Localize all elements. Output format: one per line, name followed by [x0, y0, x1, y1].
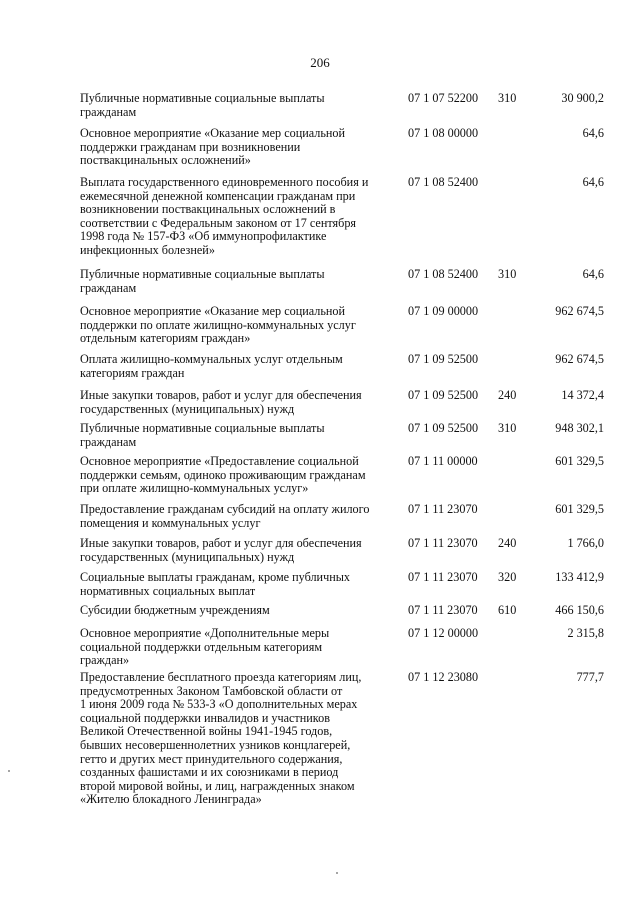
description-line: «Жителю блокадного Ленинграда» — [80, 792, 262, 807]
description-line: социальной поддержки инвалидов и участников — [80, 710, 330, 725]
description-line: гетто и других мест принудительного содержания, — [80, 751, 343, 766]
description-line: второй мировой войны, и лиц, награжденных знаком — [80, 778, 355, 793]
scan-speck — [8, 770, 10, 772]
row-amount: 777,7 — [576, 670, 604, 684]
description-line: предусмотренных Законом Тамбовской области от — [80, 683, 343, 698]
description-line: Великой Отечественной войны 1941-1945 годов, — [80, 724, 333, 739]
row-expense-type: 310 — [498, 91, 517, 105]
description-line: Социальные выплаты гражданам, кроме публичных — [80, 570, 350, 584]
description-line: ежемесячной денежной компенсации гражданам при — [80, 188, 356, 203]
row-expense-type: 240 — [498, 536, 517, 550]
description-line: гражданам — [80, 104, 137, 119]
row-description — [80, 455, 398, 496]
description-line: граждан» — [80, 653, 130, 668]
description-line: Субсидии бюджетным учреждениям — [80, 603, 270, 617]
description-line: государственных (муниципальных) нужд — [80, 401, 295, 416]
row-expense-type: 320 — [498, 570, 517, 584]
description-line: гражданам — [80, 280, 137, 295]
description-line: Публичные нормативные социальные выплаты — [80, 91, 325, 105]
description-line: социальной поддержки отдельным категориям — [80, 639, 323, 654]
row-code: 07 1 11 23070 — [408, 603, 478, 617]
row-amount: 962 674,5 — [555, 304, 604, 318]
row-amount: 30 900,2 — [561, 91, 604, 105]
row-description — [80, 389, 398, 416]
description-line: Публичные нормативные социальные выплаты — [80, 421, 325, 435]
page-number: 206 — [310, 55, 330, 70]
row-code: 07 1 09 52500 — [408, 421, 479, 435]
row-description — [80, 537, 398, 564]
description-line: поддержки гражданам при возникновении — [80, 139, 301, 154]
row-expense-type: 240 — [498, 388, 517, 402]
row-code: 07 1 08 00000 — [408, 126, 479, 140]
row-description — [80, 92, 398, 119]
description-line: поствакцинальных осложнений» — [80, 153, 251, 168]
row-code: 07 1 11 23070 — [408, 502, 478, 516]
row-amount: 962 674,5 — [555, 352, 604, 366]
description-line: нормативных социальных выплат — [80, 583, 256, 598]
row-description — [80, 627, 398, 668]
row-code: 07 1 09 52500 — [408, 388, 479, 402]
description-line: гражданам — [80, 434, 137, 449]
row-amount: 601 329,5 — [555, 502, 604, 516]
description-line: категориям граждан — [80, 365, 185, 380]
description-line: поддержки семьям, одиноко проживающим гражданам — [80, 467, 366, 482]
description-line: Основное мероприятие «Дополнительные меры — [80, 626, 330, 640]
description-line: возникновении поствакцинальных осложнений в — [80, 202, 336, 217]
description-line: Основное мероприятие «Оказание мер социальной — [80, 304, 346, 318]
row-code: 07 1 11 23070 — [408, 536, 478, 550]
scan-speck — [336, 872, 338, 874]
description-line: Иные закупки товаров, работ и услуг для обеспечения — [80, 388, 362, 402]
description-line: отдельным категориям граждан» — [80, 331, 251, 346]
row-code: 07 1 12 00000 — [408, 626, 479, 640]
row-code: 07 1 09 00000 — [408, 304, 479, 318]
row-amount: 64,6 — [582, 175, 604, 189]
row-description — [80, 127, 398, 168]
row-code: 07 1 08 52400 — [408, 267, 479, 281]
row-code: 07 1 11 23070 — [408, 570, 478, 584]
description-line: при оплате жилищно-коммунальных услуг» — [80, 481, 309, 496]
row-description — [80, 503, 398, 530]
description-line: поддержки по оплате жилищно-коммунальных услуг — [80, 317, 356, 332]
description-line: помещения и коммунальных услуг — [80, 515, 261, 530]
description-line: Предоставление бесплатного проезда категориям лиц, — [80, 670, 362, 684]
row-code: 07 1 07 52200 — [408, 91, 479, 105]
description-line: созданных фашистами и их союзниками в период — [80, 765, 339, 780]
row-description — [80, 353, 398, 380]
row-code: 07 1 09 52500 — [408, 352, 479, 366]
row-amount: 948 302,1 — [555, 421, 604, 435]
description-line: Предоставление гражданам субсидий на оплату жилого — [80, 502, 370, 516]
description-line: Основное мероприятие «Оказание мер социальной — [80, 126, 346, 140]
row-amount: 1 766,0 — [567, 536, 604, 550]
row-description — [80, 422, 398, 449]
row-amount: 64,6 — [582, 267, 604, 281]
row-amount: 601 329,5 — [555, 454, 604, 468]
row-code: 07 1 11 00000 — [408, 454, 478, 468]
row-expense-type: 610 — [498, 603, 517, 617]
description-line: Иные закупки товаров, работ и услуг для обеспечения — [80, 536, 362, 550]
row-description — [80, 176, 398, 258]
row-amount: 2 315,8 — [567, 626, 604, 640]
description-line: 1 июня 2009 года № 533-З «О дополнительных мерах — [80, 697, 358, 712]
description-line: Публичные нормативные социальные выплаты — [80, 267, 325, 281]
row-description — [80, 268, 398, 295]
row-description — [80, 671, 398, 807]
row-amount: 14 372,4 — [561, 388, 604, 402]
row-expense-type: 310 — [498, 421, 517, 435]
row-amount: 133 412,9 — [555, 570, 604, 584]
row-description — [80, 571, 398, 598]
description-line: инфекционных болезней» — [80, 242, 215, 257]
description-line: бывших несовершеннолетних узников концлагерей, — [80, 737, 351, 752]
description-line: соответствии с Федеральным законом от 17 сентября — [80, 215, 357, 230]
description-line: 1998 года № 157-ФЗ «Об иммунопрофилактике — [80, 229, 327, 244]
row-amount: 64,6 — [582, 126, 604, 140]
row-code: 07 1 08 52400 — [408, 175, 479, 189]
description-line: Основное мероприятие «Предоставление социальной — [80, 454, 359, 468]
row-amount: 466 150,6 — [555, 603, 604, 617]
description-line: Оплата жилищно-коммунальных услуг отдельным — [80, 352, 343, 366]
row-expense-type: 310 — [498, 267, 517, 281]
row-description — [80, 604, 398, 618]
row-description — [80, 305, 398, 346]
row-code: 07 1 12 23080 — [408, 670, 479, 684]
description-line: Выплата государственного единовременного пособия и — [80, 175, 369, 189]
description-line: государственных (муниципальных) нужд — [80, 549, 295, 564]
